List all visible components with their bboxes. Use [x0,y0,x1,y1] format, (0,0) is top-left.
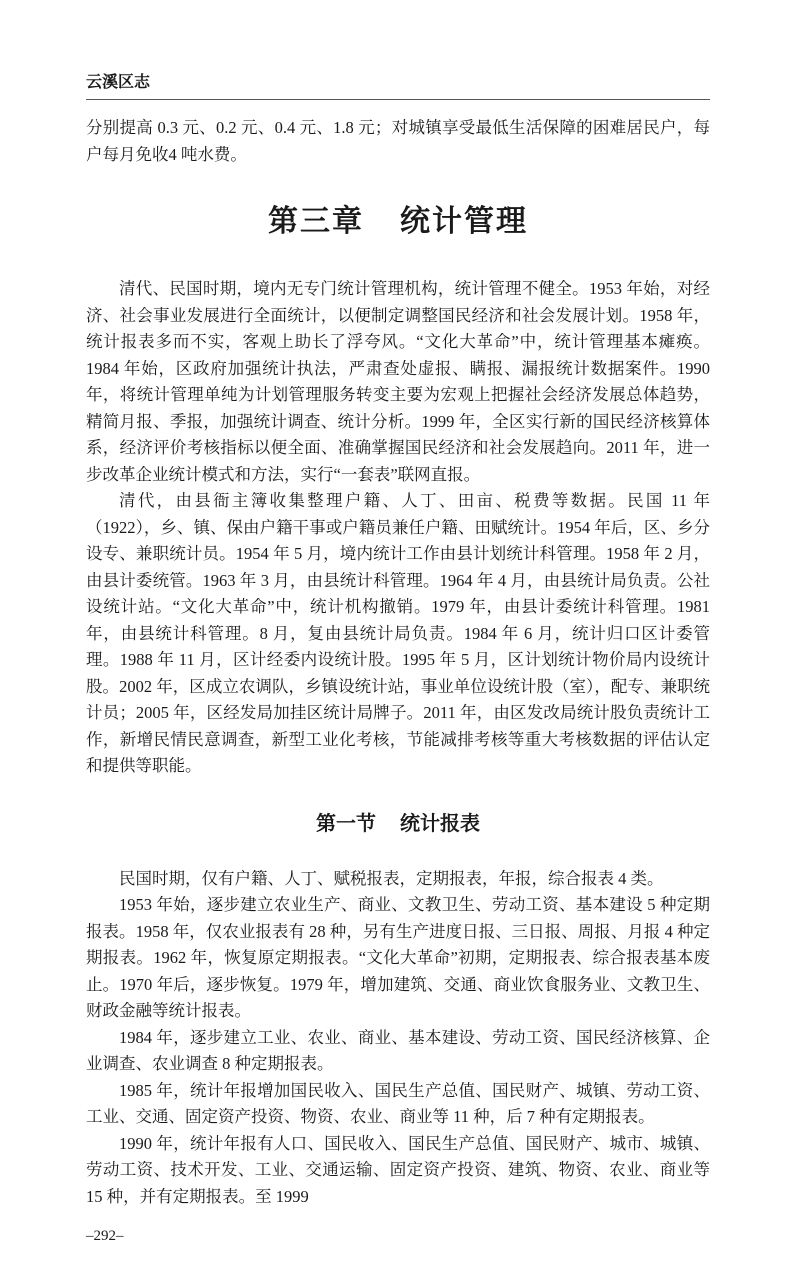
paragraph: 分别提高 0.3 元、0.2 元、0.4 元、1.8 元；对城镇享受最低生活保障的困难居民户，每户每月免收4 吨水费。 [86,118,710,164]
section-title [86,810,710,838]
running-header: 云溪区志 [86,74,151,91]
paragraph: 1984 年，逐步建立工业、农业、商业、基本建设、劳动工资、国民经济核算、企业调查、农业调查 8 种定期报表。 [86,1027,710,1073]
paragraph: 1985 年，统计年报增加国民收入、国民生产总值、国民财产、城镇、劳动工资、工业、交通、固定资产投资、物资、农业、商业等 11 种，后 7 种有定期报表。 [86,1080,710,1126]
section-number: 第一节 [316,812,376,835]
page-number: –292– [86,1228,124,1244]
paragraph: 1953 年始，逐步建立农业生产、商业、文教卫生、劳动工资、基本建设 5 种定期报表。1958 年，仅农业报表有 28 种，另有生产进度日报、三日报、周报、月报 4 种定期报表。1962 年，恢复原定期报表。“文化大革命”初期，定期报表、综合报表基本废止。1970 年后，逐步恢复。1979 年，增加建筑、交通、商业饮食服务业、文教卫生、财政金融等统计报表。 [86,895,710,1020]
header-rule [86,99,710,100]
section-body [86,866,710,1211]
paragraph: 民国时期，仅有户籍、人丁、赋税报表，定期报表，年报，综合报表 4 类。 [119,868,664,888]
chapter-body [86,276,710,780]
paragraph: 清代，由县衙主簿收集整理户籍、人丁、田亩、税费等数据。民国 11 年（1922），乡、镇、保由户籍干事或户籍员兼任户籍、田赋统计。1954 年后，区、乡分设专、兼职统计员。1954 年 5 月，境内统计工作由县计划统计科管理。1958 年 2 月，由县计委统管。1963 年 3 月，由县统计科管理。1964 年 4 月，由县统计局负责。公社设统计站。“文化大革命”中，统计机构撤销。1979 年，由县计委统计科管理。1981 年，由县统计科管理。8 月，复由县统计局负责。1984 年 6 月，统计归口区计委管理。1988 年 11 月，区计经委内设统计股。1995 年 5 月，区计划统计物价局内设统计股。2002 年，区成立农调队，乡镇设统计站，事业单位设统计股（室），配专、兼职统计员；2005 年，区经发局加挂区统计局牌子。2011 年，由区发改局统计股负责统计工作，新增民情民意调查，新型工业化考核，节能减排考核等重大考核数据的评估认定和提供等职能。 [86,491,710,775]
chapter-name: 统计管理 [400,204,528,239]
paragraph: 1990 年，统计年报有人口、国民收入、国民生产总值、国民财产、城市、城镇、劳动工资、技术开发、工业、交通运输、固定资产投资、建筑、物资、农业、商业等 15 种，并有定期报表。至 1999 [86,1133,710,1206]
chapter-number: 第三章 [268,204,364,239]
chapter-title [86,202,710,242]
intro-text [86,115,710,168]
paragraph: 清代、民国时期，境内无专门统计管理机构，统计管理不健全。1953 年始，对经济、社会事业发展进行全面统计，以便制定调整国民经济和社会发展计划。1958 年，统计报表多而不实，客观上助长了浮夸风。“文化大革命”中，统计管理基本瘫痪。1984 年始，区政府加强统计执法，严肃查处虚报、瞒报、漏报统计数据案件。1990 年，将统计管理单纯为计划管理服务转变主要为宏观上把握社会经济发展总体趋势，精简月报、季报，加强统计调查、统计分析。1999 年，全区实行新的国民经济核算体系，经济评价考核指标以便全面、准确掌握国民经济和社会发展趋向。2011 年，进一步改革企业统计模式和方法，实行“一套表”联网直报。 [86,279,710,484]
section-name: 统计报表 [400,812,480,835]
